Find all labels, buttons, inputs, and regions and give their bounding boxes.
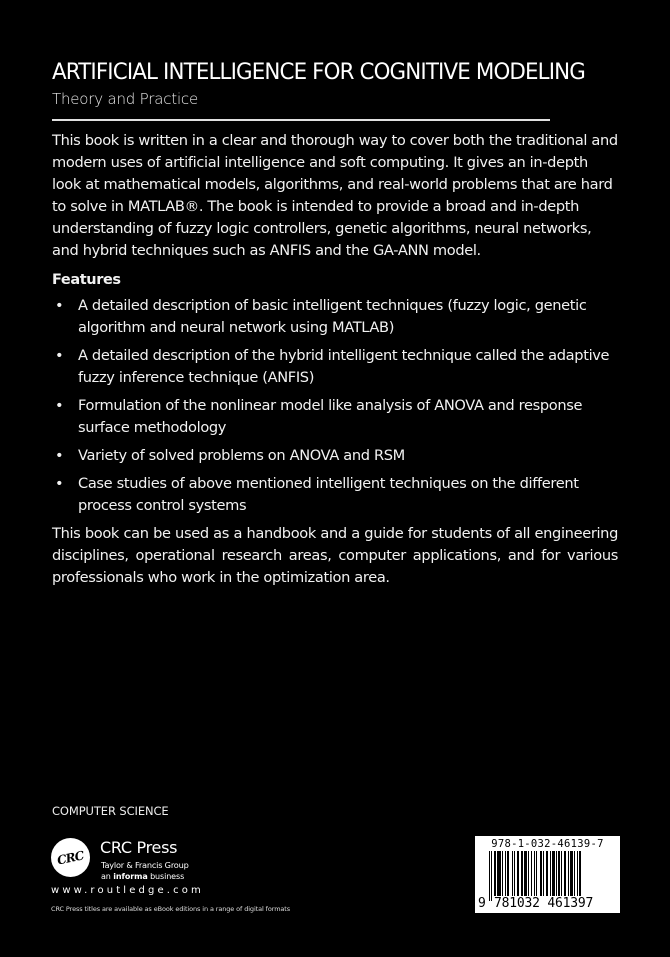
closing-paragraph: This book can be used as a handbook and a guide for students of all engineering disciplines, operational research areas, computer applications, and for various professionals who work in the optimization area. (52, 525, 618, 586)
feature-item (52, 473, 618, 517)
tagline-brand: informa (113, 872, 148, 881)
tagline-prefix: an (101, 872, 114, 881)
title-divider (52, 119, 550, 121)
feature-item (52, 445, 618, 467)
publisher-group: Taylor & Francis Group (101, 860, 189, 870)
features-heading: Features (52, 272, 121, 288)
bullet-icon: • (55, 347, 64, 364)
blurb (52, 130, 618, 589)
book-subtitle: Theory and Practice (52, 90, 198, 108)
tagline-suffix: business (147, 872, 185, 881)
feature-item (52, 395, 618, 439)
feature-text: A detailed description of the hybrid intelligent technique called the adaptive fuzzy inference technique (ANFIS) (78, 347, 610, 386)
publisher-name: CRC Press (100, 838, 178, 857)
bullet-icon: • (55, 397, 64, 414)
subject-category: COMPUTER SCIENCE (52, 804, 169, 818)
bullet-icon: • (55, 297, 64, 314)
book-title: ARTIFICIAL INTELLIGENCE FOR COGNITIVE MODELING (52, 59, 586, 85)
feature-text: Formulation of the nonlinear model like analysis of ANOVA and response surface methodology (78, 397, 583, 436)
publisher-tagline (101, 872, 184, 882)
isbn-number: 978-1-032-46139-7 (491, 838, 604, 850)
feature-text: A detailed description of basic intelligent techniques (fuzzy logic, genetic algorithm and neural network using MATLAB) (78, 297, 587, 336)
bullet-icon: • (55, 475, 64, 492)
barcode-bars-icon (489, 851, 613, 901)
features-list (52, 295, 618, 517)
barcode-lead-digit: 9 (478, 896, 486, 911)
bullet-icon: • (55, 447, 64, 464)
feature-item (52, 345, 618, 389)
feature-text: Variety of solved problems on ANOVA and RSM (78, 447, 405, 464)
feature-text: Case studies of above mentioned intelligent techniques on the different process control systems (78, 475, 579, 514)
intro-paragraph: This book is written in a clear and thorough way to cover both the traditional and modern uses of artificial intelligence and soft computing. It gives an in-depth look at mathematical models, algorithms, and real-world problems that are hard to solve in MATLAB®. The book is intended to provide a broad and in-depth understanding of fuzzy logic controllers, genetic algorithms, neural networks, and hybrid techniques such as ANFIS and the GA-ANN model. (52, 132, 618, 259)
isbn-barcode (475, 836, 620, 913)
ebook-notice: CRC Press titles are available as eBook editions in a range of digital formats (51, 905, 291, 913)
crc-logo-icon (51, 838, 90, 877)
barcode-digits: 781032 461397 (494, 896, 594, 911)
publisher-website: www.routledge.com (51, 885, 204, 896)
feature-item (52, 295, 618, 339)
crc-logo-text: CRC (55, 847, 86, 868)
